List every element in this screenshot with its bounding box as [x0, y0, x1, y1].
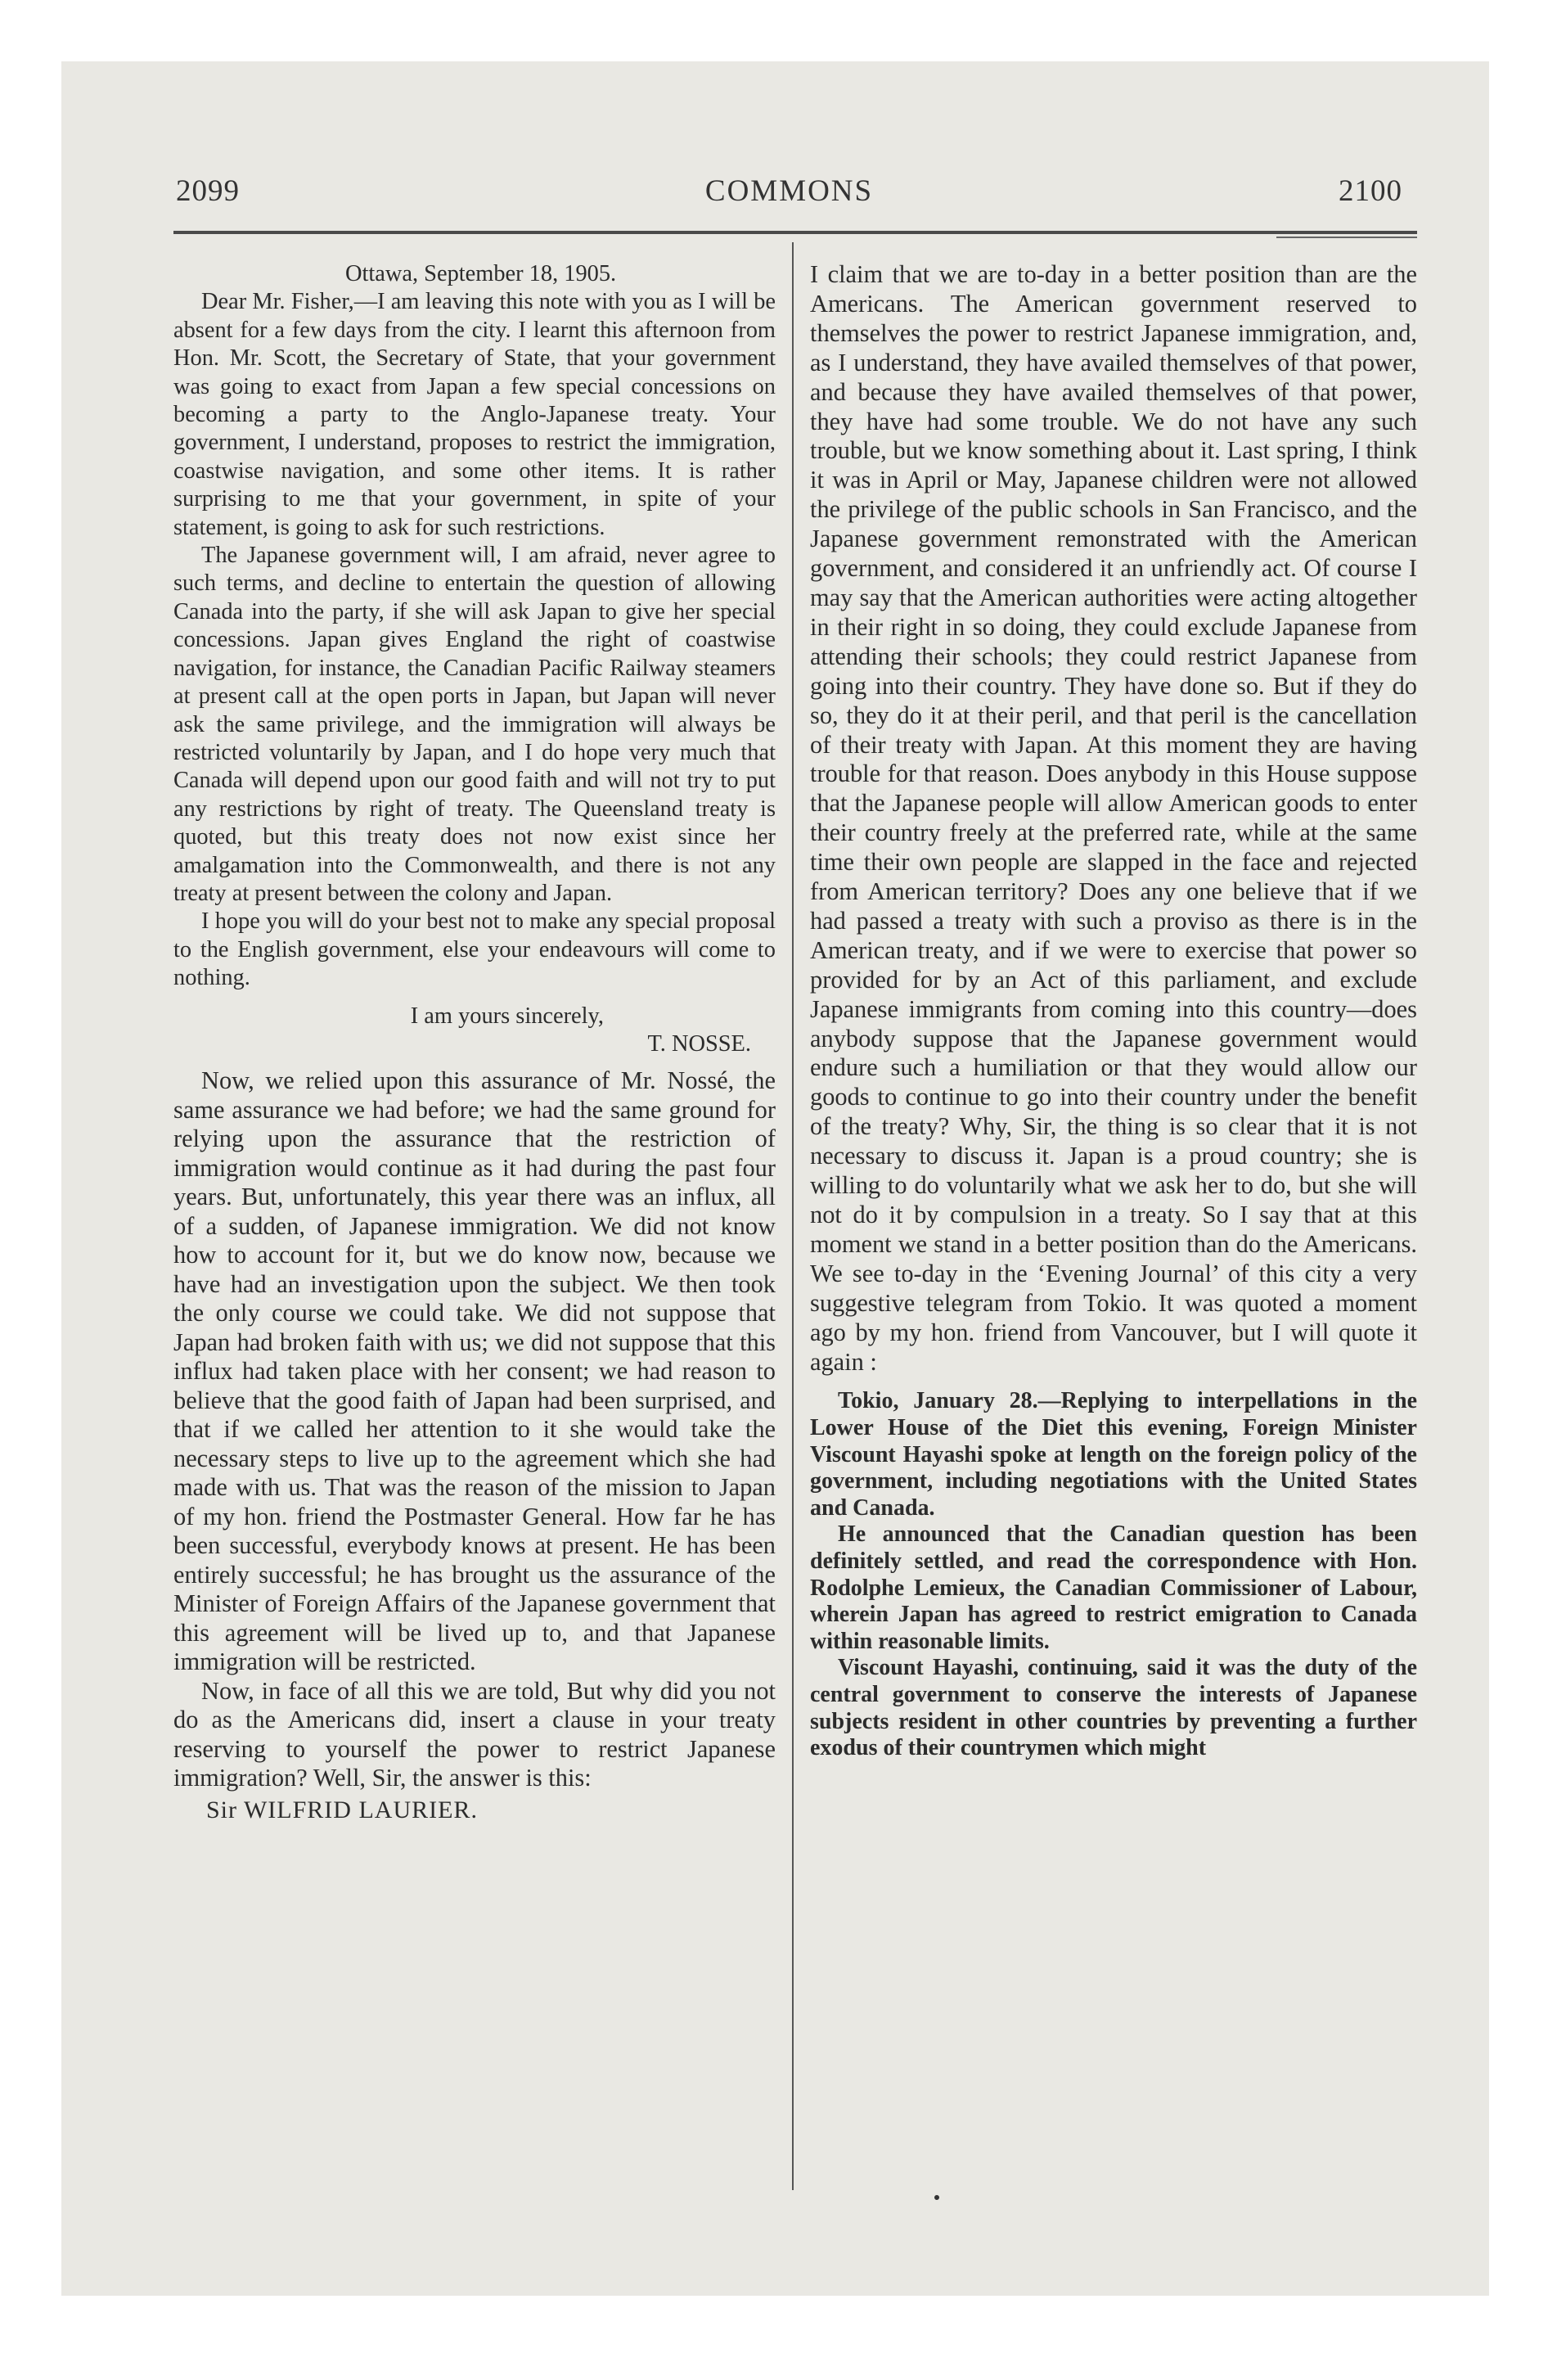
- letter-closing: I am yours sincerely,: [410, 1003, 604, 1029]
- speech-paragraph: Now, we relied upon this assurance of Mr. Nossé, the same assurance we had before; we had the same ground for relying upon the assurance that the restriction of immigration would continue as it had during the past four years. But, unfortunately, this year there was an influx, all of a sudden, of Japanese immigration. We did not know how to account for it, but we do know now, because we have had an investigation upon the subject. We then took the only course we could take. We did not suppose that Japan had broken faith with us; we did not suppose that this influx had taken place with her consent; we had reason to believe that the good faith of Japan had been surprised, and that if we called her attention to it she would take the necessary steps to live up to the agreement which she had made with us. That was the reason of the mission to Japan of my hon. friend the Postmaster General. How far he has been successful, everybody knows at present. He has been entirely successful; he has brought us the assurance of the Minister of Foreign Affairs of the Japanese government that this agreement will be lived up to, and that Japanese immigration will be restricted.: [173, 1066, 776, 1676]
- left-page-number: 2099: [176, 174, 240, 208]
- telegram-paragraph: He announced that the Canadian question has been definitely settled, and read the correspondence with Hon. Rodolphe Lemieux, the Canadian Commissioner of Labour, wherein Japan has agreed to restrict emigration to Canada within reasonable limits.: [810, 1521, 1417, 1654]
- header-rule: [173, 231, 1417, 234]
- left-column: [173, 260, 776, 1824]
- letter-dateline: Ottawa, September 18, 1905.: [345, 261, 617, 286]
- letter-paragraph: The Japanese government will, I am afraid, never agree to such terms, and decline to entertain the question of allowing Canada into the party, if she will ask Japan to give her special concessions. Japan gives England the right of coastwise navigation, for instance, the Canadian Pacific Railway steamers at present call at the open ports in Japan, but Japan will never ask the same privilege, and the immigration will always be restricted voluntarily by Japan, and I do hope very much that Canada will depend upon our good faith and will not try to put any restrictions by right of treaty. The Queensland treaty is quoted, but this treaty does not now exist since her amalgamation into the Commonwealth, and there is not any treaty at present between the colony and Japan.: [173, 543, 776, 906]
- letter-paragraph: Dear Mr. Fisher,—I am leaving this note with you as I will be absent for a few days from the city. I learnt this afternoon from Hon. Mr. Scott, the Secretary of State, that your government was going to exact from Japan a few special concessions on becoming a party to the Anglo-Japanese treaty. Your government, I understand, proposes to restrict the immigration, coastwise navigation, and some other items. It is rather surprising to me that your government, in spite of your statement, is going to ask for such restrictions.: [173, 289, 776, 540]
- telegram-paragraph: Tokio, January 28.—Replying to interpellations in the Lower House of the Diet this evening, Foreign Minister Viscount Hayashi spoke at length on the foreign policy of the government, including negotiations with the United States and Canada.: [810, 1388, 1417, 1521]
- header-rule-tail: [1276, 237, 1417, 238]
- speaker-name: Sir WILFRID LAURIER.: [206, 1796, 478, 1823]
- speech-paragraph: I claim that we are to-day in a better position than are the Americans. The American government reserved to themselves the power to restrict Japanese immigration, and, as I understand, they have availed themselves of that power, and because they have availed themselves of that power, they have had some trouble. We do not have any such trouble, but we know something about it. Last spring, I think it was in April or May, Japanese children were not allowed the privilege of the public schools in San Francisco, and the Japanese government remonstrated with the American government, and considered it an unfriendly act. Of course I may say that the American authorities were acting altogether in their right in so doing, they could exclude Japanese from attending their schools; they could restrict Japanese from going into their country. They have done so. But if they do so, they do it at their peril, and that peril is the cancellation of their treaty with Japan. At this moment they are having trouble for that reason. Does anybody in this House suppose that the Japanese people will allow American goods to enter their country freely at the preferred rate, while at the same time their own people are slapped in the face and rejected from American territory? Does any one believe that if we had passed a treaty with such a proviso as there is in the American treaty, and if we were to exercise that power so provided for by an Act of this parliament, and exclude Japanese immigrants from coming into this country—does anybody suppose that the Japanese government would endure such a humiliation or that they would allow our goods to continue to go into their country under the benefit of the treaty? Why, Sir, the thing is so clear that it is not necessary to discuss it. Japan is a proud country; she is willing to do voluntarily what we ask her to do, but she will not do it by compulsion in a treaty. So I say that at this moment we stand in a better position than do the Americans. We see to-day in the ‘Evening Journal’ of this city a very suggestive telegram from Tokio. It was quoted a moment ago by my hon. friend from Vancouver, but I will quote it again :: [810, 260, 1417, 1376]
- right-column: [810, 260, 1417, 1762]
- right-page-number: 2100: [1339, 174, 1402, 208]
- ink-dot: [934, 2195, 939, 2200]
- page-header: [176, 174, 1402, 214]
- column-divider: [792, 242, 794, 2190]
- speech-paragraph: Now, in face of all this we are told, But why did you not do as the Americans did, insert a clause in your treaty reserving to yourself the power to restrict Japanese immigration? Well, Sir, the answer is this:: [173, 1676, 776, 1792]
- letter-paragraph: I hope you will do your best not to make any special proposal to the English government, else your endeavours will come to nothing.: [173, 908, 776, 991]
- running-title: COMMONS: [704, 174, 874, 208]
- telegram-paragraph: Viscount Hayashi, continuing, said it was the duty of the central government to conserve the interests of Japanese subjects resident in other countries by preventing a further exodus of their countrymen which might: [810, 1655, 1417, 1761]
- letter-signature: T. NOSSE.: [647, 1030, 751, 1057]
